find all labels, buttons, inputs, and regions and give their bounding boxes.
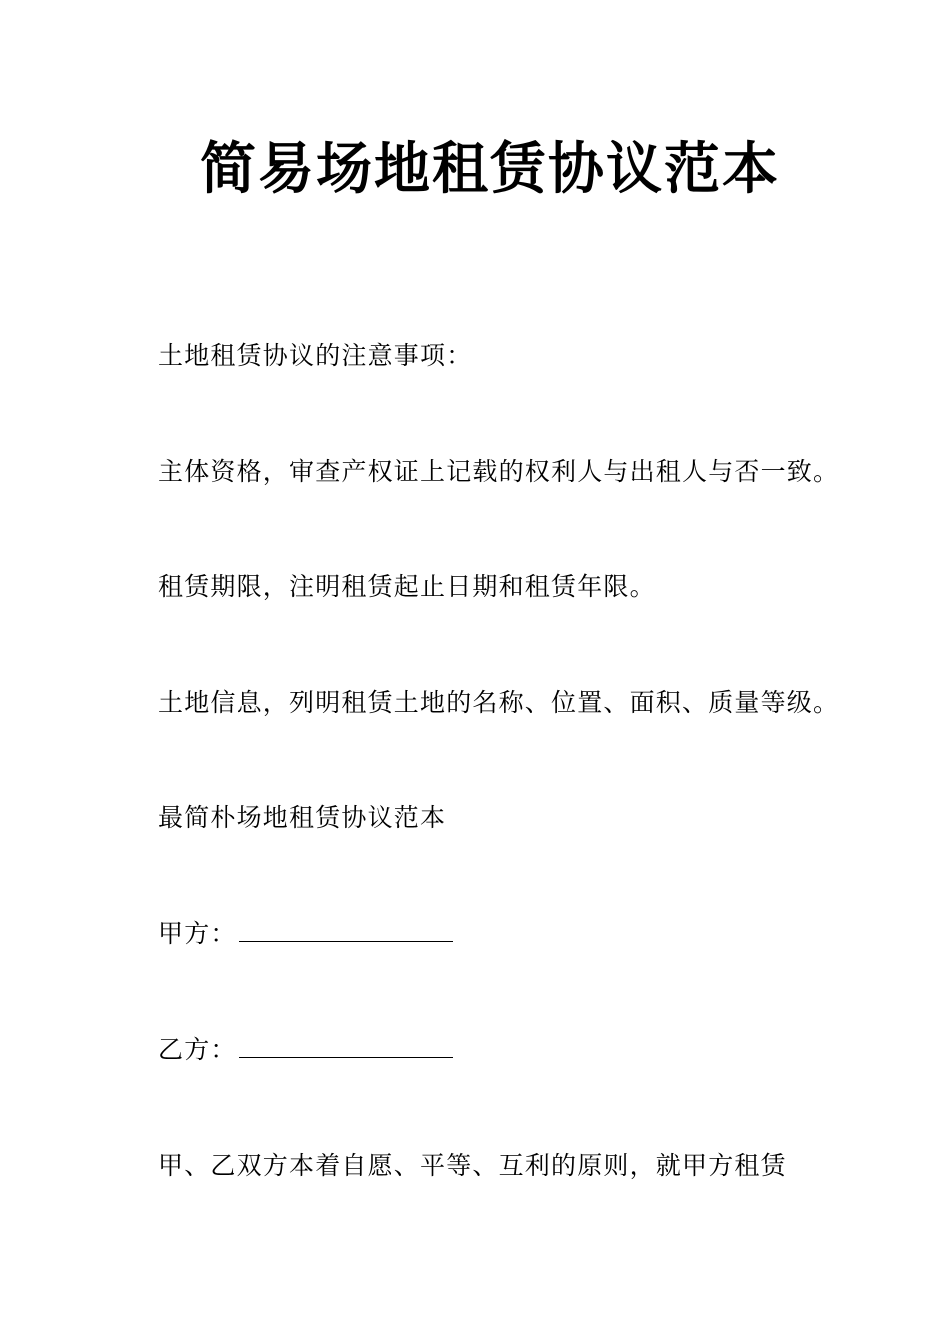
subject-qualification-paragraph: 主体资格，审查产权证上记载的权利人与出租人与否一致。 — [158, 457, 840, 486]
party-a-label: 甲方： — [158, 919, 237, 948]
template-title-paragraph: 最简朴场地租赁协议范本 — [158, 803, 447, 832]
notes-heading: 土地租赁协议的注意事项： — [158, 341, 473, 370]
party-a-blank — [239, 921, 453, 942]
party-b-line — [158, 1033, 453, 1067]
preamble-paragraph: 甲、乙双方本着自愿、平等、互利的原则，就甲方租赁 — [158, 1151, 787, 1180]
lease-term-paragraph: 租赁期限，注明租赁起止日期和租赁年限。 — [158, 572, 656, 601]
party-b-label: 乙方： — [158, 1035, 237, 1064]
document-title: 简易场地租赁协议范本 — [200, 137, 780, 202]
party-a-line — [158, 917, 453, 951]
party-b-blank — [239, 1037, 453, 1058]
land-info-paragraph: 土地信息，列明租赁土地的名称、位置、面积、质量等级。 — [158, 688, 840, 717]
